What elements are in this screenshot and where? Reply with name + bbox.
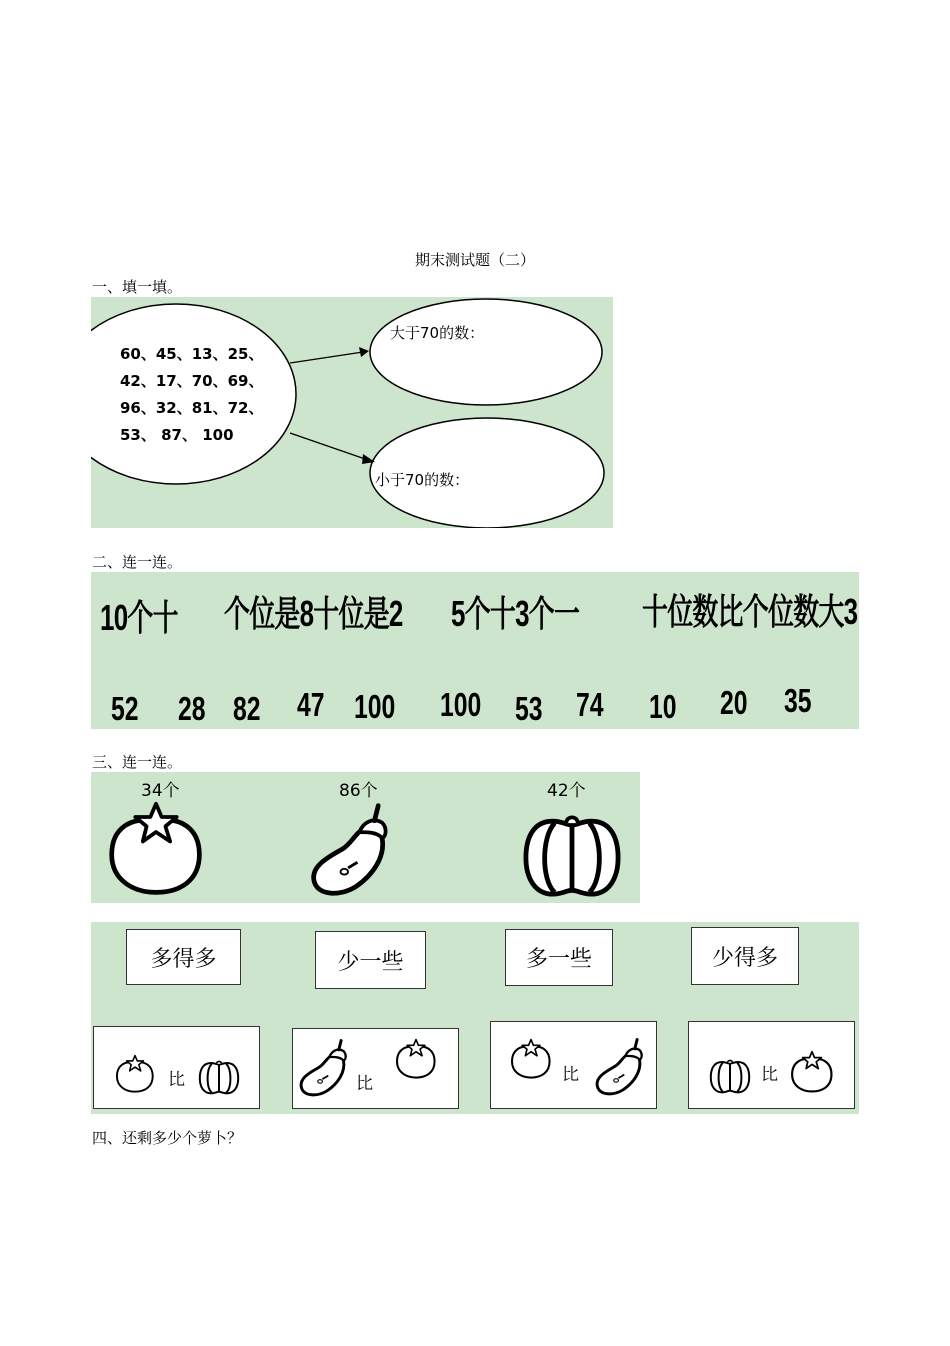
greater-label: 大于70的数： [390, 324, 485, 342]
arrow-up [290, 352, 363, 363]
number-item[interactable]: 10 [649, 688, 677, 725]
number-item[interactable]: 52 [111, 690, 139, 727]
tomato-icon [507, 1038, 555, 1080]
pumpkin-icon [705, 1054, 755, 1094]
number-item[interactable]: 74 [576, 686, 604, 723]
number-item[interactable]: 82 [233, 690, 261, 727]
section3-heading: 三、连一连。 [92, 753, 183, 771]
tomato-icon [788, 1050, 836, 1094]
description-4[interactable]: 十位数比个位数大3 [642, 591, 858, 632]
less-label: 小于70的数： [375, 471, 470, 489]
section4-heading: 四、还剩多少个萝卜？ [92, 1129, 243, 1147]
section1-heading: 一、填一填。 [92, 278, 183, 296]
compare-box-tomato-pumpkin[interactable] [93, 1026, 260, 1109]
section3-produce-panel [91, 772, 640, 903]
compare-box-pumpkin-tomato[interactable] [688, 1021, 855, 1109]
numbers-line: 60、45、13、25、 [120, 345, 264, 363]
eggplant-icon [295, 1037, 351, 1099]
eggplant-icon [303, 800, 395, 900]
pumpkin-count: 42个 [547, 781, 586, 801]
eggplant-count: 86个 [339, 781, 378, 801]
numbers-list [120, 341, 264, 449]
description-2[interactable]: 个位是8十位是2 [224, 593, 403, 634]
word-box-a-bit-less[interactable]: 少一些 [315, 931, 426, 989]
description-1[interactable]: 10个十 [100, 597, 178, 638]
word-box-a-bit-more[interactable]: 多一些 [505, 929, 613, 986]
greater-oval [370, 299, 602, 405]
word-box-much-less[interactable]: 少得多 [691, 927, 799, 985]
numbers-line: 42、17、70、69、 [120, 372, 264, 390]
tomato-icon [101, 800, 211, 898]
number-item[interactable]: 47 [297, 686, 325, 723]
eggplant-icon [591, 1036, 647, 1098]
compare-word: 比 [168, 1070, 185, 1090]
compare-word: 比 [356, 1074, 373, 1094]
compare-word: 比 [761, 1065, 778, 1085]
number-item[interactable]: 35 [784, 682, 812, 719]
section3-compare-panel [91, 922, 859, 1114]
number-item[interactable]: 20 [720, 684, 748, 721]
arrow-down [290, 433, 368, 460]
description-3[interactable]: 5个十3个一 [451, 593, 580, 634]
number-item[interactable]: 100 [354, 688, 396, 725]
pumpkin-icon [511, 802, 633, 898]
compare-box-eggplant-tomato[interactable] [292, 1028, 459, 1109]
numbers-line: 53、 87、 100 [120, 426, 234, 444]
numbers-line: 96、32、81、72、 [120, 399, 264, 417]
word-box-much-more[interactable]: 多得多 [126, 929, 241, 985]
page-title: 期末测试题（二） [414, 251, 535, 269]
tomato-icon [392, 1038, 440, 1080]
tomato-icon [111, 1054, 159, 1094]
tomato-count: 34个 [141, 781, 180, 801]
section1-panel [91, 297, 613, 528]
number-item[interactable]: 28 [178, 690, 206, 727]
compare-word: 比 [562, 1065, 579, 1085]
compare-box-tomato-eggplant[interactable] [490, 1021, 657, 1109]
section2-heading: 二、连一连。 [92, 553, 183, 571]
number-item[interactable]: 100 [440, 686, 482, 723]
pumpkin-icon [194, 1055, 244, 1095]
section2-panel [91, 572, 859, 729]
number-item[interactable]: 53 [515, 690, 543, 727]
